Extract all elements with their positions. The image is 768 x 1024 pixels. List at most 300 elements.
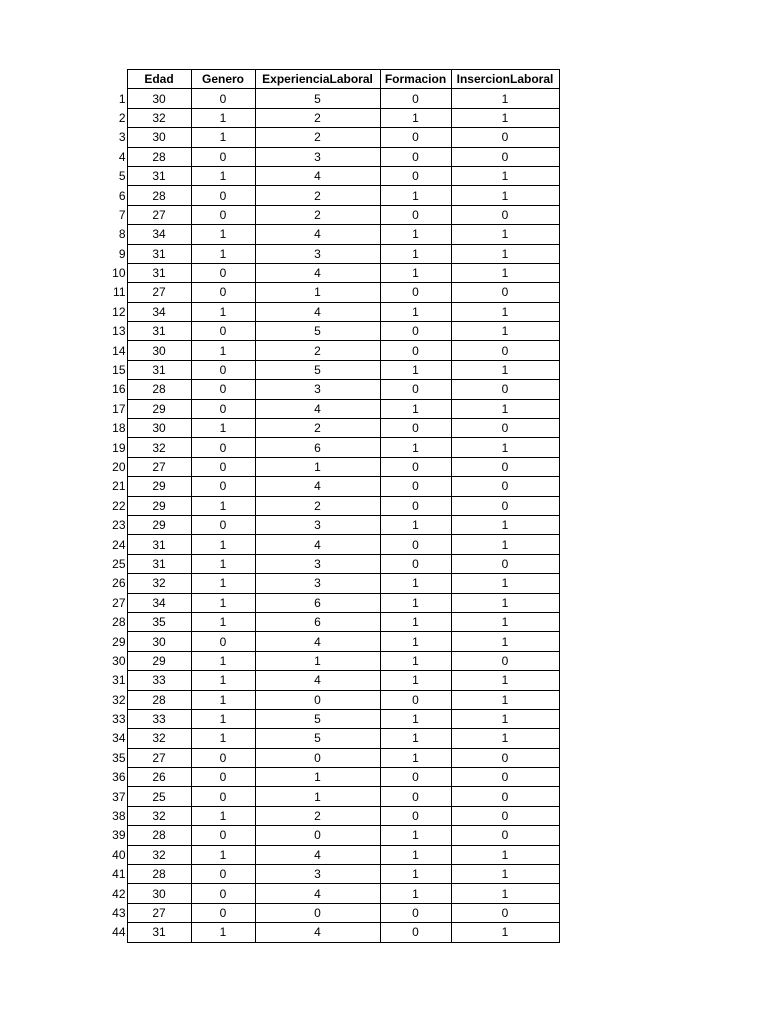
insercion-laboral-cell: 0 [451, 826, 559, 845]
table-row [101, 574, 559, 593]
formacion-cell: 1 [380, 438, 451, 457]
genero-cell: 0 [191, 457, 255, 476]
table-row [101, 671, 559, 690]
experiencia-laboral-cell: 6 [255, 612, 380, 631]
genero-cell: 0 [191, 322, 255, 341]
row-index: 26 [101, 574, 127, 593]
experiencia-laboral-cell: 2 [255, 108, 380, 127]
edad-cell: 31 [127, 263, 191, 282]
formacion-cell: 0 [380, 806, 451, 825]
genero-cell: 0 [191, 884, 255, 903]
genero-cell: 1 [191, 923, 255, 942]
row-index: 24 [101, 535, 127, 554]
insercion-laboral-cell: 1 [451, 263, 559, 282]
row-index: 9 [101, 244, 127, 263]
formacion-cell: 1 [380, 826, 451, 845]
table-row [101, 225, 559, 244]
insercion-laboral-cell: 0 [451, 205, 559, 224]
formacion-cell: 0 [380, 787, 451, 806]
genero-cell: 0 [191, 283, 255, 302]
experiencia-laboral-cell: 0 [255, 903, 380, 922]
formacion-cell: 0 [380, 341, 451, 360]
table-body [101, 89, 559, 942]
table-row [101, 399, 559, 418]
edad-cell: 31 [127, 244, 191, 263]
row-index: 33 [101, 709, 127, 728]
row-index-header [101, 70, 127, 89]
genero-cell: 0 [191, 515, 255, 534]
row-index: 16 [101, 380, 127, 399]
formacion-cell: 1 [380, 399, 451, 418]
experiencia-laboral-cell: 2 [255, 205, 380, 224]
edad-cell: 28 [127, 380, 191, 399]
table-row [101, 322, 559, 341]
formacion-cell: 0 [380, 166, 451, 185]
row-index: 1 [101, 89, 127, 108]
formacion-cell: 1 [380, 884, 451, 903]
genero-cell: 1 [191, 535, 255, 554]
formacion-cell: 1 [380, 845, 451, 864]
table-row [101, 923, 559, 942]
experiencia-laboral-cell: 0 [255, 690, 380, 709]
table-row [101, 166, 559, 185]
formacion-cell: 1 [380, 651, 451, 670]
formacion-cell: 0 [380, 457, 451, 476]
row-index: 15 [101, 360, 127, 379]
row-index: 37 [101, 787, 127, 806]
table-row [101, 263, 559, 282]
row-index: 39 [101, 826, 127, 845]
experiencia-laboral-cell: 2 [255, 186, 380, 205]
insercion-laboral-cell: 0 [451, 128, 559, 147]
formacion-cell: 0 [380, 768, 451, 787]
edad-cell: 27 [127, 903, 191, 922]
table-row [101, 89, 559, 108]
insercion-laboral-cell: 0 [451, 787, 559, 806]
genero-cell: 0 [191, 186, 255, 205]
formacion-cell: 1 [380, 709, 451, 728]
insercion-laboral-cell: 1 [451, 671, 559, 690]
genero-cell: 1 [191, 128, 255, 147]
insercion-laboral-cell: 1 [451, 865, 559, 884]
row-index: 43 [101, 903, 127, 922]
edad-cell: 27 [127, 748, 191, 767]
insercion-laboral-cell: 0 [451, 903, 559, 922]
experiencia-laboral-cell: 6 [255, 593, 380, 612]
table-row [101, 283, 559, 302]
insercion-laboral-cell: 1 [451, 845, 559, 864]
table-row [101, 205, 559, 224]
formacion-cell: 0 [380, 923, 451, 942]
row-index: 2 [101, 108, 127, 127]
genero-cell: 0 [191, 748, 255, 767]
insercion-laboral-cell: 1 [451, 709, 559, 728]
table-row [101, 380, 559, 399]
insercion-laboral-cell: 0 [451, 554, 559, 573]
row-index: 19 [101, 438, 127, 457]
formacion-cell: 0 [380, 477, 451, 496]
table-row [101, 884, 559, 903]
genero-cell: 1 [191, 225, 255, 244]
row-index: 18 [101, 419, 127, 438]
formacion-cell: 0 [380, 496, 451, 515]
experiencia-laboral-cell: 4 [255, 302, 380, 321]
genero-cell: 1 [191, 554, 255, 573]
genero-cell: 0 [191, 205, 255, 224]
experiencia-laboral-cell: 4 [255, 399, 380, 418]
edad-cell: 28 [127, 690, 191, 709]
experiencia-laboral-cell: 4 [255, 535, 380, 554]
experiencia-laboral-cell: 2 [255, 806, 380, 825]
insercion-laboral-cell: 1 [451, 690, 559, 709]
formacion-cell: 0 [380, 205, 451, 224]
edad-cell: 34 [127, 302, 191, 321]
table-row [101, 632, 559, 651]
insercion-laboral-cell: 1 [451, 360, 559, 379]
insercion-laboral-cell: 0 [451, 147, 559, 166]
edad-cell: 29 [127, 515, 191, 534]
genero-cell: 1 [191, 341, 255, 360]
genero-cell: 0 [191, 903, 255, 922]
row-index: 36 [101, 768, 127, 787]
formacion-cell: 1 [380, 225, 451, 244]
insercion-laboral-cell: 1 [451, 186, 559, 205]
row-index: 21 [101, 477, 127, 496]
row-index: 6 [101, 186, 127, 205]
genero-cell: 1 [191, 419, 255, 438]
edad-cell: 26 [127, 768, 191, 787]
row-index: 10 [101, 263, 127, 282]
edad-cell: 28 [127, 826, 191, 845]
row-index: 25 [101, 554, 127, 573]
table-row [101, 865, 559, 884]
genero-cell: 1 [191, 574, 255, 593]
insercion-laboral-cell: 1 [451, 729, 559, 748]
table-row [101, 768, 559, 787]
row-index: 31 [101, 671, 127, 690]
row-index: 44 [101, 923, 127, 942]
column-header-experiencia-laboral: ExperienciaLaboral [255, 70, 380, 89]
formacion-cell: 0 [380, 419, 451, 438]
insercion-laboral-cell: 1 [451, 89, 559, 108]
experiencia-laboral-cell: 4 [255, 845, 380, 864]
edad-cell: 32 [127, 108, 191, 127]
genero-cell: 0 [191, 380, 255, 399]
genero-cell: 0 [191, 768, 255, 787]
genero-cell: 0 [191, 147, 255, 166]
genero-cell: 0 [191, 399, 255, 418]
formacion-cell: 1 [380, 632, 451, 651]
table-row [101, 612, 559, 631]
edad-cell: 27 [127, 457, 191, 476]
row-index: 11 [101, 283, 127, 302]
experiencia-laboral-cell: 3 [255, 515, 380, 534]
experiencia-laboral-cell: 3 [255, 574, 380, 593]
row-index: 5 [101, 166, 127, 185]
formacion-cell: 1 [380, 671, 451, 690]
insercion-laboral-cell: 1 [451, 399, 559, 418]
experiencia-laboral-cell: 1 [255, 283, 380, 302]
experiencia-laboral-cell: 4 [255, 225, 380, 244]
insercion-laboral-cell: 0 [451, 806, 559, 825]
experiencia-laboral-cell: 2 [255, 496, 380, 515]
formacion-cell: 0 [380, 283, 451, 302]
genero-cell: 1 [191, 709, 255, 728]
insercion-laboral-cell: 1 [451, 612, 559, 631]
experiencia-laboral-cell: 3 [255, 244, 380, 263]
genero-cell: 1 [191, 302, 255, 321]
genero-cell: 1 [191, 845, 255, 864]
formacion-cell: 0 [380, 554, 451, 573]
table-row [101, 457, 559, 476]
edad-cell: 30 [127, 89, 191, 108]
table-row [101, 515, 559, 534]
experiencia-laboral-cell: 5 [255, 360, 380, 379]
edad-cell: 31 [127, 535, 191, 554]
formacion-cell: 1 [380, 574, 451, 593]
row-index: 38 [101, 806, 127, 825]
table-row [101, 477, 559, 496]
table-row [101, 108, 559, 127]
genero-cell: 1 [191, 108, 255, 127]
edad-cell: 30 [127, 884, 191, 903]
edad-cell: 30 [127, 632, 191, 651]
table-row [101, 535, 559, 554]
insercion-laboral-cell: 1 [451, 574, 559, 593]
insercion-laboral-cell: 1 [451, 322, 559, 341]
row-index: 41 [101, 865, 127, 884]
row-index: 40 [101, 845, 127, 864]
formacion-cell: 1 [380, 302, 451, 321]
row-index: 29 [101, 632, 127, 651]
insercion-laboral-cell: 1 [451, 593, 559, 612]
experiencia-laboral-cell: 5 [255, 89, 380, 108]
table-row [101, 651, 559, 670]
experiencia-laboral-cell: 4 [255, 263, 380, 282]
genero-cell: 1 [191, 729, 255, 748]
insercion-laboral-cell: 1 [451, 108, 559, 127]
insercion-laboral-cell: 0 [451, 496, 559, 515]
table-row [101, 554, 559, 573]
column-header-genero: Genero [191, 70, 255, 89]
edad-cell: 27 [127, 205, 191, 224]
genero-cell: 1 [191, 806, 255, 825]
edad-cell: 32 [127, 729, 191, 748]
formacion-cell: 1 [380, 612, 451, 631]
row-index: 32 [101, 690, 127, 709]
experiencia-laboral-cell: 1 [255, 787, 380, 806]
table-row [101, 729, 559, 748]
formacion-cell: 1 [380, 263, 451, 282]
experiencia-laboral-cell: 0 [255, 826, 380, 845]
experiencia-laboral-cell: 5 [255, 709, 380, 728]
insercion-laboral-cell: 0 [451, 768, 559, 787]
edad-cell: 31 [127, 923, 191, 942]
formacion-cell: 0 [380, 322, 451, 341]
header-row [101, 70, 559, 89]
edad-cell: 34 [127, 225, 191, 244]
row-index: 3 [101, 128, 127, 147]
experiencia-laboral-cell: 1 [255, 651, 380, 670]
formacion-cell: 1 [380, 186, 451, 205]
table-row [101, 128, 559, 147]
genero-cell: 0 [191, 89, 255, 108]
insercion-laboral-cell: 1 [451, 302, 559, 321]
edad-cell: 29 [127, 651, 191, 670]
formacion-cell: 1 [380, 108, 451, 127]
genero-cell: 0 [191, 865, 255, 884]
table-row [101, 360, 559, 379]
row-index: 14 [101, 341, 127, 360]
genero-cell: 1 [191, 166, 255, 185]
edad-cell: 28 [127, 865, 191, 884]
insercion-laboral-cell: 0 [451, 651, 559, 670]
genero-cell: 1 [191, 651, 255, 670]
row-index: 22 [101, 496, 127, 515]
edad-cell: 29 [127, 399, 191, 418]
row-index: 12 [101, 302, 127, 321]
insercion-laboral-cell: 0 [451, 748, 559, 767]
row-index: 34 [101, 729, 127, 748]
edad-cell: 32 [127, 845, 191, 864]
experiencia-laboral-cell: 4 [255, 884, 380, 903]
edad-cell: 33 [127, 709, 191, 728]
table-row [101, 419, 559, 438]
edad-cell: 25 [127, 787, 191, 806]
experiencia-laboral-cell: 5 [255, 322, 380, 341]
formacion-cell: 0 [380, 128, 451, 147]
insercion-laboral-cell: 0 [451, 341, 559, 360]
insercion-laboral-cell: 0 [451, 457, 559, 476]
experiencia-laboral-cell: 4 [255, 477, 380, 496]
insercion-laboral-cell: 1 [451, 884, 559, 903]
edad-cell: 29 [127, 496, 191, 515]
experiencia-laboral-cell: 3 [255, 554, 380, 573]
insercion-laboral-cell: 0 [451, 419, 559, 438]
row-index: 30 [101, 651, 127, 670]
formacion-cell: 1 [380, 515, 451, 534]
formacion-cell: 1 [380, 360, 451, 379]
genero-cell: 0 [191, 477, 255, 496]
formacion-cell: 0 [380, 690, 451, 709]
row-index: 20 [101, 457, 127, 476]
table-row [101, 690, 559, 709]
table-row [101, 806, 559, 825]
table-row [101, 903, 559, 922]
formacion-cell: 1 [380, 729, 451, 748]
row-index: 4 [101, 147, 127, 166]
genero-cell: 1 [191, 496, 255, 515]
edad-cell: 31 [127, 554, 191, 573]
insercion-laboral-cell: 0 [451, 380, 559, 399]
edad-cell: 35 [127, 612, 191, 631]
experiencia-laboral-cell: 5 [255, 729, 380, 748]
row-index: 28 [101, 612, 127, 631]
genero-cell: 0 [191, 787, 255, 806]
edad-cell: 32 [127, 574, 191, 593]
row-index: 42 [101, 884, 127, 903]
table-row [101, 147, 559, 166]
table-row [101, 186, 559, 205]
edad-cell: 32 [127, 806, 191, 825]
table-row [101, 244, 559, 263]
experiencia-laboral-cell: 4 [255, 671, 380, 690]
edad-cell: 31 [127, 360, 191, 379]
table-row [101, 593, 559, 612]
insercion-laboral-cell: 1 [451, 923, 559, 942]
experiencia-laboral-cell: 2 [255, 341, 380, 360]
row-index: 17 [101, 399, 127, 418]
table-row [101, 787, 559, 806]
experiencia-laboral-cell: 3 [255, 380, 380, 399]
table-row [101, 496, 559, 515]
edad-cell: 33 [127, 671, 191, 690]
row-index: 13 [101, 322, 127, 341]
insercion-laboral-cell: 1 [451, 225, 559, 244]
genero-cell: 0 [191, 438, 255, 457]
table-row [101, 438, 559, 457]
column-header-formacion: Formacion [380, 70, 451, 89]
edad-cell: 31 [127, 166, 191, 185]
row-index: 23 [101, 515, 127, 534]
formacion-cell: 0 [380, 903, 451, 922]
formacion-cell: 1 [380, 593, 451, 612]
genero-cell: 1 [191, 593, 255, 612]
insercion-laboral-cell: 1 [451, 438, 559, 457]
edad-cell: 28 [127, 147, 191, 166]
table-row [101, 826, 559, 845]
table-row [101, 341, 559, 360]
table-row [101, 302, 559, 321]
edad-cell: 30 [127, 341, 191, 360]
genero-cell: 1 [191, 612, 255, 631]
table-row [101, 709, 559, 728]
experiencia-laboral-cell: 1 [255, 457, 380, 476]
genero-cell: 0 [191, 360, 255, 379]
edad-cell: 32 [127, 438, 191, 457]
edad-cell: 27 [127, 283, 191, 302]
formacion-cell: 1 [380, 865, 451, 884]
experiencia-laboral-cell: 4 [255, 632, 380, 651]
experiencia-laboral-cell: 0 [255, 748, 380, 767]
experiencia-laboral-cell: 2 [255, 419, 380, 438]
row-index: 8 [101, 225, 127, 244]
insercion-laboral-cell: 1 [451, 166, 559, 185]
genero-cell: 0 [191, 632, 255, 651]
genero-cell: 1 [191, 690, 255, 709]
insercion-laboral-cell: 1 [451, 632, 559, 651]
edad-cell: 34 [127, 593, 191, 612]
formacion-cell: 0 [380, 147, 451, 166]
genero-cell: 0 [191, 826, 255, 845]
formacion-cell: 0 [380, 535, 451, 554]
edad-cell: 29 [127, 477, 191, 496]
data-table [101, 69, 560, 943]
experiencia-laboral-cell: 3 [255, 147, 380, 166]
edad-cell: 30 [127, 419, 191, 438]
experiencia-laboral-cell: 3 [255, 865, 380, 884]
row-index: 27 [101, 593, 127, 612]
insercion-laboral-cell: 0 [451, 283, 559, 302]
edad-cell: 30 [127, 128, 191, 147]
insercion-laboral-cell: 1 [451, 244, 559, 263]
formacion-cell: 1 [380, 748, 451, 767]
insercion-laboral-cell: 0 [451, 477, 559, 496]
table-row [101, 845, 559, 864]
row-index: 7 [101, 205, 127, 224]
row-index: 35 [101, 748, 127, 767]
formacion-cell: 1 [380, 244, 451, 263]
